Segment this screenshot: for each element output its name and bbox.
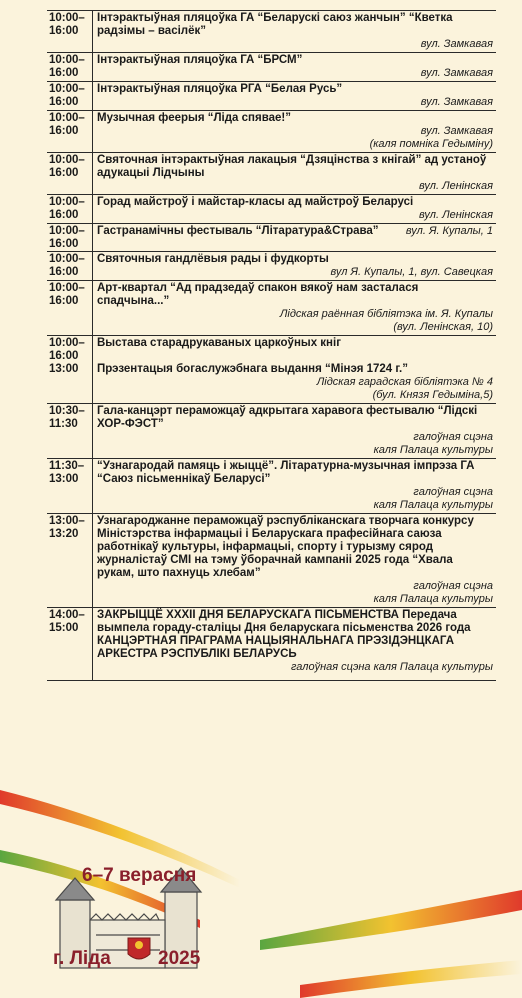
coat-of-arms-icon bbox=[128, 938, 150, 959]
schedule-row bbox=[47, 82, 496, 111]
event-title: Святочныя гандлёвыя рады і фудкорты bbox=[97, 253, 329, 265]
event-details bbox=[93, 281, 496, 335]
badge-city: г. Ліда bbox=[53, 948, 111, 969]
event-title: Музычная феерыя “Ліда спявае!” bbox=[97, 112, 291, 124]
event-time: 10:00– 16:00 bbox=[47, 111, 93, 152]
event-time: 10:00– 16:00 13:00 bbox=[47, 336, 93, 403]
event-time: 10:00– 16:00 bbox=[47, 252, 93, 280]
event-details bbox=[93, 514, 496, 607]
event-location: вул. Замкавая bbox=[420, 96, 493, 108]
schedule-table bbox=[47, 10, 496, 681]
schedule-row bbox=[47, 11, 496, 53]
event-details bbox=[93, 252, 496, 280]
event-location: вул. Замкавая bbox=[420, 67, 493, 79]
event-details bbox=[93, 336, 496, 403]
event-time: 10:00– 16:00 bbox=[47, 82, 93, 110]
event-location: вул Я. Купалы, 1, вул. Савецкая bbox=[330, 266, 493, 278]
event-time: 10:00– 16:00 bbox=[47, 195, 93, 223]
schedule-row bbox=[47, 195, 496, 224]
event-location: вул. Я. Купалы, 1 bbox=[405, 225, 493, 237]
event-location: каля Палаца культуры bbox=[373, 593, 493, 605]
event-title: Інтэрактыўная пляцоўка ГА “Беларускі саюз жанчын” “Кветка радзімы – васілёк” bbox=[97, 12, 453, 37]
event-time: 10:30– 11:30 bbox=[47, 404, 93, 458]
badge-year: 2025 bbox=[158, 948, 201, 969]
event-title: Гала-канцэрт пераможцаў адкрытага харавога фестывалю “Лідскі ХОР-ФЭСТ” bbox=[97, 405, 478, 430]
event-location: вул. Ленінская bbox=[419, 180, 493, 192]
event-time: 14:00– 15:00 bbox=[47, 608, 93, 680]
event-title: Выстава старадрукаваных царкоўных кніг bbox=[97, 337, 341, 349]
event-details bbox=[93, 82, 496, 110]
schedule-row bbox=[47, 514, 496, 608]
event-title: Горад майстроў і майстар-класы ад майстроў Беларусі bbox=[97, 196, 414, 208]
event-title: “Узнагародай памяць і жыццё”. Літаратурна-музычная імпрэза ГА “Саюз пісьменнікаў Беларусі” bbox=[97, 460, 475, 485]
event-location: Лідская раённая бібліятэка ім. Я. Купалы bbox=[279, 308, 493, 320]
event-location: галоўная сцэна bbox=[413, 580, 493, 592]
schedule-row bbox=[47, 111, 496, 153]
schedule-row bbox=[47, 404, 496, 459]
event-details bbox=[93, 459, 496, 513]
event-location: галоўная сцэна bbox=[413, 431, 493, 443]
event-location: галоўная сцэна bbox=[413, 486, 493, 498]
event-title: Прэзентацыя богаслужэбнага выдання “Мінэя 1724 г.” bbox=[97, 363, 408, 375]
event-location: (бул. Князя Гедыміна,5) bbox=[372, 389, 493, 401]
event-title: Інтэрактыўная пляцоўка ГА “БРСМ” bbox=[97, 54, 303, 66]
event-title: Святочная інтэрактыўная лакацыя “Дзяцінства з кнігай” ад устаноў адукацыі Лідчыны bbox=[97, 154, 487, 179]
event-details bbox=[93, 608, 496, 680]
event-location: вул. Замкавая bbox=[420, 38, 493, 50]
event-details bbox=[93, 195, 496, 223]
event-details bbox=[93, 404, 496, 458]
event-location: вул. Замкавая bbox=[420, 125, 493, 137]
event-details bbox=[93, 11, 496, 52]
event-details bbox=[93, 224, 496, 251]
schedule-row bbox=[47, 53, 496, 82]
event-title bbox=[97, 225, 493, 238]
event-location: (вул. Ленінская, 10) bbox=[393, 321, 493, 333]
event-time: 10:00– 16:00 bbox=[47, 224, 93, 251]
badge-date: 6–7 верасня bbox=[82, 865, 197, 886]
event-time: 10:00– 16:00 bbox=[47, 11, 93, 52]
event-title: Арт-квартал “Ад прадзедаў спакон вякоў нам засталася спадчына...” bbox=[97, 282, 419, 307]
schedule-row bbox=[47, 459, 496, 514]
schedule-row bbox=[47, 224, 496, 252]
event-location: Лідская гарадская бібліятэка № 4 bbox=[316, 376, 493, 388]
event-location: вул. Ленінская bbox=[419, 209, 493, 221]
event-time: 10:00– 16:00 bbox=[47, 53, 93, 81]
schedule-row bbox=[47, 608, 496, 681]
event-details bbox=[93, 153, 496, 194]
schedule-row bbox=[47, 252, 496, 281]
event-time: 10:00– 16:00 bbox=[47, 281, 93, 335]
event-title: Узнагароджанне пераможцаў рэспубліканскага творчага конкурсу Міністэрства інфармацыі і Беларускага прафесійнага саюза работнікаў культуры, інфармацыі, спорту і турызму сярод журналістаў СМІ на тэму ўборачнай кампаніі 2025 года “Хвала рукам, што пахнуць хлебам” bbox=[97, 515, 474, 579]
schedule-row bbox=[47, 336, 496, 404]
event-details bbox=[93, 53, 496, 81]
event-title: ЗАКРЫЦЦЁ XXXII ДНЯ БЕЛАРУСКАГА ПІСЬМЕНСТВА Передача вымпела гораду-сталіцы Дня беларускага пісьменства 2026 года КАНЦЭРТНАЯ ПРАГРАМА НАЦЫЯНАЛЬНАГА ПРЭЗІДЭНЦКАГА АРКЕСТРА РЭСПУБЛІКІ БЕЛАРУСЬ bbox=[97, 609, 471, 660]
event-time: 10:00– 16:00 bbox=[47, 153, 93, 194]
event-details bbox=[93, 111, 496, 152]
event-time: 13:00– 13:20 bbox=[47, 514, 93, 607]
event-location: (каля помніка Гедыміну) bbox=[369, 138, 493, 150]
event-time: 11:30– 13:00 bbox=[47, 459, 93, 513]
event-location: галоўная сцэна каля Палаца культуры bbox=[290, 661, 493, 673]
event-title-text: Гастранамічны фестываль “Літаратура&Страва” bbox=[97, 225, 379, 237]
event-location: каля Палаца культуры bbox=[373, 444, 493, 456]
schedule-row bbox=[47, 281, 496, 336]
event-location: каля Палаца культуры bbox=[373, 499, 493, 511]
event-title: Інтэрактыўная пляцоўка РГА “Белая Русь” bbox=[97, 83, 343, 95]
schedule-row bbox=[47, 153, 496, 195]
